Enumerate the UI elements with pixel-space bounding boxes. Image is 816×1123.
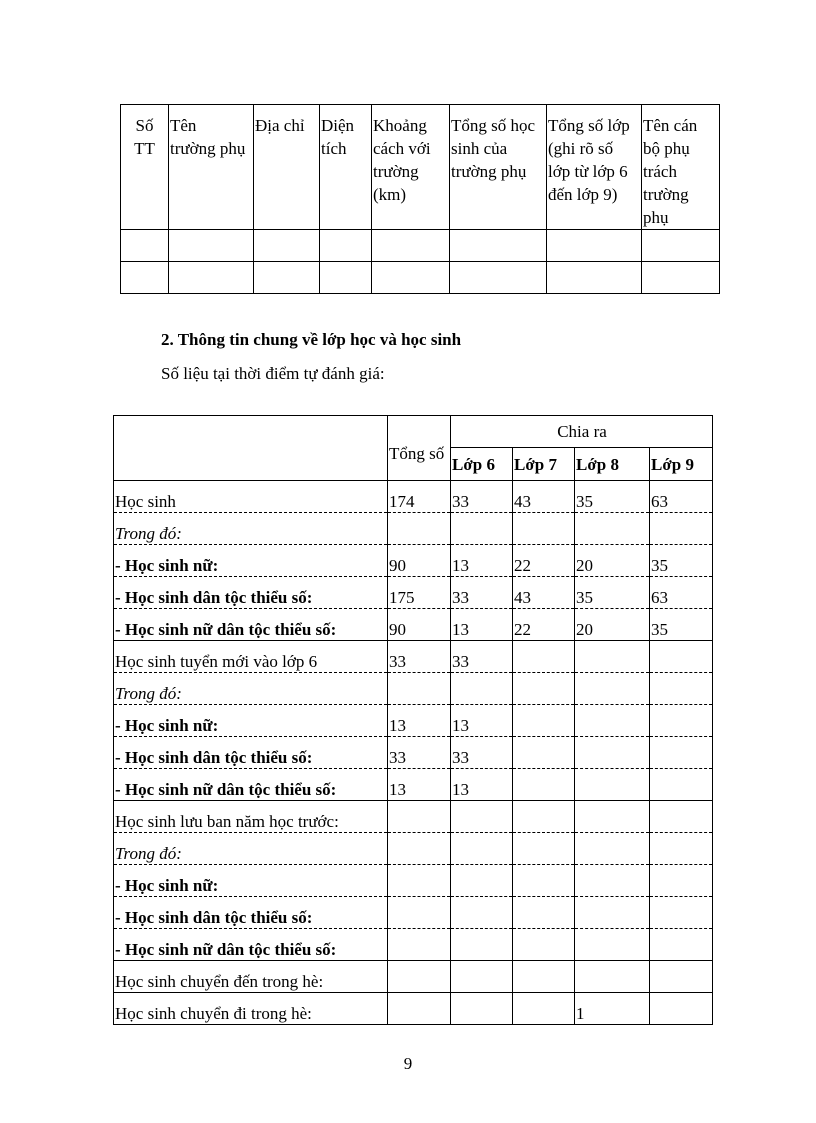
cell-grade-7: 22 bbox=[513, 545, 575, 577]
table-cell bbox=[372, 262, 450, 294]
table-row bbox=[114, 897, 713, 929]
table-cell bbox=[320, 230, 372, 262]
table-cell bbox=[450, 230, 547, 262]
header-grade-8: Lớp 8 bbox=[575, 448, 650, 481]
cell-total: 90 bbox=[388, 545, 451, 577]
cell-grade-6 bbox=[451, 961, 513, 993]
cell-total bbox=[388, 801, 451, 833]
cell-grade-8 bbox=[575, 769, 650, 801]
cell-grade-9 bbox=[650, 865, 713, 897]
cell-total bbox=[388, 833, 451, 865]
table-row bbox=[114, 833, 713, 865]
cell-grade-7 bbox=[513, 833, 575, 865]
table-cell bbox=[121, 262, 169, 294]
table-cell bbox=[642, 262, 720, 294]
header-line: trường phụ bbox=[451, 162, 527, 181]
header-blank bbox=[114, 416, 388, 481]
cell-grade-8 bbox=[575, 897, 650, 929]
table-row bbox=[114, 641, 713, 673]
table-row bbox=[121, 230, 720, 262]
table-cell bbox=[547, 230, 642, 262]
cell-total bbox=[388, 961, 451, 993]
cell-grade-7 bbox=[513, 897, 575, 929]
header-ten-truong-phu bbox=[169, 105, 254, 230]
row-label: - Học sinh nữ: bbox=[114, 545, 388, 577]
cell-grade-8 bbox=[575, 801, 650, 833]
cell-grade-7 bbox=[513, 961, 575, 993]
cell-total: 33 bbox=[388, 737, 451, 769]
table-row bbox=[114, 705, 713, 737]
table-cell bbox=[169, 230, 254, 262]
header-so-tt bbox=[121, 105, 169, 230]
cell-grade-9 bbox=[650, 737, 713, 769]
cell-grade-6 bbox=[451, 865, 513, 897]
cell-grade-8 bbox=[575, 833, 650, 865]
table-cell bbox=[254, 262, 320, 294]
header-line: TT bbox=[134, 139, 155, 158]
table-cell bbox=[121, 230, 169, 262]
cell-grade-7: 22 bbox=[513, 609, 575, 641]
header-ten-can-bo bbox=[642, 105, 720, 230]
branch-schools-table bbox=[120, 104, 720, 294]
cell-grade-7 bbox=[513, 513, 575, 545]
header-line: sinh của bbox=[451, 139, 508, 158]
table-row bbox=[121, 262, 720, 294]
cell-total bbox=[388, 993, 451, 1025]
cell-grade-6: 33 bbox=[451, 737, 513, 769]
table-row bbox=[114, 737, 713, 769]
header-line: cách với bbox=[373, 139, 431, 158]
cell-grade-6 bbox=[451, 801, 513, 833]
cell-grade-7: 43 bbox=[513, 481, 575, 513]
cell-grade-6 bbox=[451, 929, 513, 961]
table-row bbox=[114, 961, 713, 993]
cell-grade-9: 63 bbox=[650, 577, 713, 609]
header-grade-6: Lớp 6 bbox=[451, 448, 513, 481]
table-row bbox=[114, 513, 713, 545]
row-label: Trong đó: bbox=[114, 833, 388, 865]
table-row bbox=[114, 865, 713, 897]
cell-grade-6: 33 bbox=[451, 577, 513, 609]
header-line: đến lớp 9) bbox=[548, 185, 618, 204]
header-dia-chi bbox=[254, 105, 320, 230]
class-student-info-table bbox=[113, 415, 713, 1025]
row-label: - Học sinh dân tộc thiểu số: bbox=[114, 737, 388, 769]
cell-grade-6: 13 bbox=[451, 609, 513, 641]
cell-total: 13 bbox=[388, 769, 451, 801]
cell-grade-6: 13 bbox=[451, 705, 513, 737]
cell-grade-6: 33 bbox=[451, 641, 513, 673]
header-line: phụ bbox=[643, 208, 669, 227]
cell-total: 33 bbox=[388, 641, 451, 673]
section-subtitle: Số liệu tại thời điểm tự đánh giá: bbox=[161, 364, 385, 383]
cell-total: 175 bbox=[388, 577, 451, 609]
header-tong-so-hoc-sinh bbox=[450, 105, 547, 230]
cell-total: 13 bbox=[388, 705, 451, 737]
table-row bbox=[114, 929, 713, 961]
cell-grade-9 bbox=[650, 769, 713, 801]
cell-grade-8 bbox=[575, 929, 650, 961]
header-line: Số bbox=[135, 116, 154, 135]
cell-grade-9 bbox=[650, 993, 713, 1025]
table-cell bbox=[547, 262, 642, 294]
table-row bbox=[114, 577, 713, 609]
cell-grade-8 bbox=[575, 705, 650, 737]
cell-total bbox=[388, 865, 451, 897]
header-dien-tich bbox=[320, 105, 372, 230]
cell-grade-8: 20 bbox=[575, 609, 650, 641]
header-line: (km) bbox=[373, 185, 407, 204]
header-line: tích bbox=[321, 139, 347, 158]
row-label: - Học sinh nữ dân tộc thiểu số: bbox=[114, 929, 388, 961]
cell-total bbox=[388, 929, 451, 961]
header-line: Tên cán bbox=[643, 116, 698, 135]
header-grade-9: Lớp 9 bbox=[650, 448, 713, 481]
cell-grade-7 bbox=[513, 705, 575, 737]
table-row bbox=[114, 545, 713, 577]
cell-grade-6 bbox=[451, 673, 513, 705]
row-label: Trong đó: bbox=[114, 673, 388, 705]
cell-grade-8: 1 bbox=[575, 993, 650, 1025]
cell-total bbox=[388, 513, 451, 545]
header-line: trường bbox=[643, 185, 689, 204]
cell-grade-8 bbox=[575, 865, 650, 897]
header-line: trường phụ bbox=[170, 139, 246, 158]
cell-grade-6 bbox=[451, 897, 513, 929]
cell-grade-6: 13 bbox=[451, 545, 513, 577]
cell-grade-7 bbox=[513, 801, 575, 833]
cell-grade-7 bbox=[513, 769, 575, 801]
table-header-row bbox=[114, 416, 713, 448]
table-row bbox=[114, 769, 713, 801]
header-line: trách bbox=[643, 162, 677, 181]
header-line: Tên bbox=[170, 116, 197, 135]
cell-grade-8 bbox=[575, 961, 650, 993]
cell-grade-9 bbox=[650, 513, 713, 545]
header-line: trường bbox=[373, 162, 419, 181]
header-line: Diện bbox=[321, 116, 355, 135]
cell-grade-9 bbox=[650, 929, 713, 961]
table-cell bbox=[254, 230, 320, 262]
row-label: Học sinh bbox=[114, 481, 388, 513]
row-label: - Học sinh dân tộc thiểu số: bbox=[114, 897, 388, 929]
header-line: (ghi rõ số bbox=[548, 139, 614, 158]
cell-grade-6: 13 bbox=[451, 769, 513, 801]
table-row bbox=[114, 481, 713, 513]
cell-grade-8: 35 bbox=[575, 481, 650, 513]
cell-grade-8 bbox=[575, 641, 650, 673]
table-row bbox=[114, 609, 713, 641]
cell-grade-9 bbox=[650, 833, 713, 865]
cell-grade-9 bbox=[650, 961, 713, 993]
cell-grade-9 bbox=[650, 641, 713, 673]
table-row bbox=[114, 993, 713, 1025]
cell-grade-7 bbox=[513, 865, 575, 897]
table-cell bbox=[169, 262, 254, 294]
header-line: bộ phụ bbox=[643, 139, 690, 158]
row-label: - Học sinh nữ: bbox=[114, 865, 388, 897]
header-line: Khoảng bbox=[373, 116, 427, 135]
header-total: Tổng số bbox=[388, 416, 451, 481]
cell-grade-7 bbox=[513, 641, 575, 673]
cell-grade-8 bbox=[575, 737, 650, 769]
header-line: Tổng số lớp bbox=[548, 116, 630, 135]
header-chia-ra: Chia ra bbox=[451, 416, 713, 448]
table-cell bbox=[372, 230, 450, 262]
row-label: Học sinh chuyển đi trong hè: bbox=[114, 993, 388, 1025]
table-cell bbox=[320, 262, 372, 294]
cell-grade-7: 43 bbox=[513, 577, 575, 609]
row-label: Học sinh chuyển đến trong hè: bbox=[114, 961, 388, 993]
cell-total: 90 bbox=[388, 609, 451, 641]
row-label: - Học sinh nữ dân tộc thiểu số: bbox=[114, 609, 388, 641]
cell-grade-8 bbox=[575, 673, 650, 705]
cell-grade-6: 33 bbox=[451, 481, 513, 513]
cell-grade-7 bbox=[513, 737, 575, 769]
cell-grade-9: 35 bbox=[650, 609, 713, 641]
cell-grade-7 bbox=[513, 929, 575, 961]
row-label: Học sinh tuyển mới vào lớp 6 bbox=[114, 641, 388, 673]
cell-grade-6 bbox=[451, 833, 513, 865]
row-label: - Học sinh nữ: bbox=[114, 705, 388, 737]
cell-total bbox=[388, 673, 451, 705]
table-row bbox=[114, 673, 713, 705]
page-number: 9 bbox=[403, 1054, 413, 1073]
cell-grade-8 bbox=[575, 513, 650, 545]
row-label: - Học sinh dân tộc thiểu số: bbox=[114, 577, 388, 609]
header-khoang-cach bbox=[372, 105, 450, 230]
cell-grade-9 bbox=[650, 673, 713, 705]
cell-grade-8: 20 bbox=[575, 545, 650, 577]
cell-total: 174 bbox=[388, 481, 451, 513]
cell-grade-8: 35 bbox=[575, 577, 650, 609]
table-cell bbox=[450, 262, 547, 294]
row-label: Trong đó: bbox=[114, 513, 388, 545]
header-line: Địa chỉ bbox=[255, 116, 305, 135]
table-cell bbox=[642, 230, 720, 262]
row-label: - Học sinh nữ dân tộc thiểu số: bbox=[114, 769, 388, 801]
header-line: lớp từ lớp 6 bbox=[548, 162, 628, 181]
cell-grade-9 bbox=[650, 801, 713, 833]
section-heading: 2. Thông tin chung về lớp học và học sinh bbox=[161, 330, 462, 349]
cell-grade-9 bbox=[650, 705, 713, 737]
cell-grade-7 bbox=[513, 673, 575, 705]
table-row bbox=[114, 801, 713, 833]
cell-grade-9 bbox=[650, 897, 713, 929]
cell-grade-6 bbox=[451, 993, 513, 1025]
cell-grade-7 bbox=[513, 993, 575, 1025]
header-grade-7: Lớp 7 bbox=[513, 448, 575, 481]
header-tong-so-lop bbox=[547, 105, 642, 230]
cell-grade-9: 63 bbox=[650, 481, 713, 513]
table-header-row bbox=[121, 105, 720, 230]
row-label: Học sinh lưu ban năm học trước: bbox=[114, 801, 388, 833]
header-line: Tổng số học bbox=[451, 116, 536, 135]
cell-total bbox=[388, 897, 451, 929]
cell-grade-6 bbox=[451, 513, 513, 545]
cell-grade-9: 35 bbox=[650, 545, 713, 577]
